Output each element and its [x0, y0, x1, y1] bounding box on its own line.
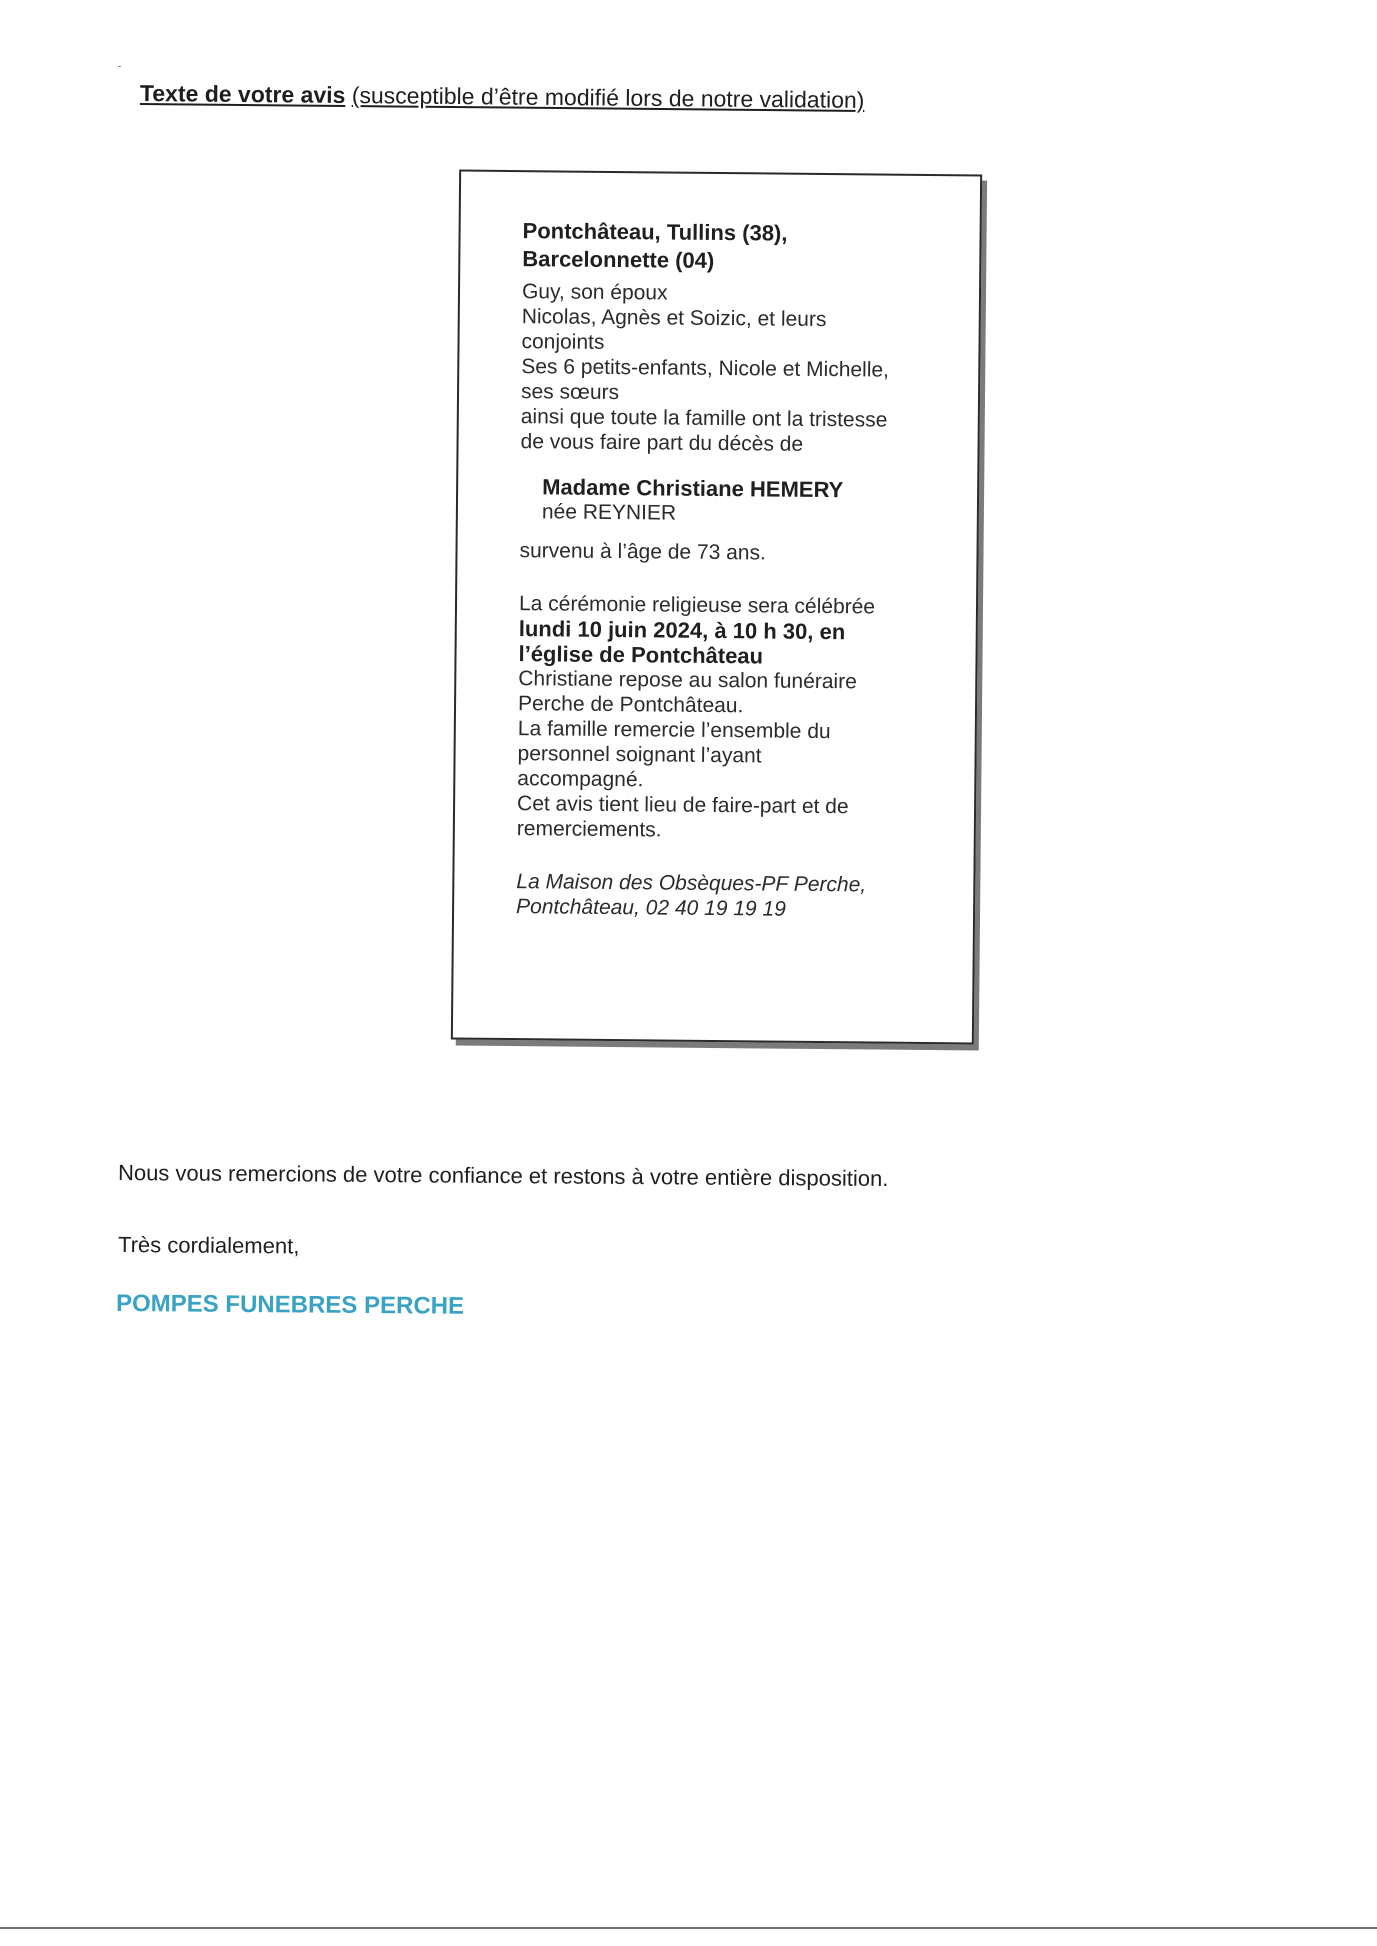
death-notice-content: [516, 217, 953, 923]
deceased-name: Madame Christiane HEMERY: [542, 474, 844, 503]
details-line: remerciements.: [516, 817, 662, 842]
maiden-name: née REYNIER: [541, 500, 677, 525]
age-line: survenu à l’âge de 73 ans.: [519, 539, 766, 565]
family-line: ainsi que toute la famille ont la tristesse: [520, 405, 888, 432]
family-line: conjoints: [521, 330, 605, 354]
deceased-block: [520, 474, 950, 528]
notice-signature: [516, 869, 946, 923]
family-announcement: [520, 279, 952, 458]
thanks-text: Nous vous remercions de votre confiance et restons à votre entière disposition.: [117, 1160, 889, 1192]
heading-note: (susceptible d’être modifié lors de notre validation): [351, 82, 865, 113]
details-line: Cet avis tient lieu de faire-part et de: [516, 792, 849, 819]
notice-places: [522, 217, 953, 277]
greeting-text: Très cordialement,: [117, 1232, 300, 1259]
family-line: Nicolas, Agnès et Soizic, et leurs: [521, 305, 827, 332]
family-line: ses sœurs: [520, 380, 620, 405]
death-notice-box: [451, 170, 982, 1045]
ceremony-date: lundi 10 juin 2024, à 10 h 30, en: [518, 616, 846, 645]
ceremony-block: [517, 591, 949, 845]
signature-line: Pontchâteau, 02 40 19 19 19: [516, 895, 786, 921]
family-line: de vous faire part du décès de: [520, 430, 804, 456]
notice-place-line: Barcelonnette (04): [522, 246, 715, 273]
scan-speck: [118, 66, 121, 67]
ceremony-intro: La cérémonie religieuse sera célébrée: [518, 592, 876, 619]
signature-line: La Maison des Obsèques-PF Perche,: [516, 870, 867, 897]
ceremony-place: l’église de Pontchâteau: [518, 641, 764, 669]
notice-place-line: Pontchâteau, Tullins (38),: [522, 218, 788, 246]
family-line: Guy, son époux: [521, 280, 668, 305]
details-line: personnel soignant l’ayant: [517, 742, 762, 768]
family-line: Ses 6 petits-enfants, Nicole et Michelle,: [521, 355, 890, 382]
details-line: Christiane repose au salon funéraire: [518, 667, 857, 694]
details-line: La famille remercie l’ensemble du: [517, 717, 831, 744]
notice-heading: [140, 80, 865, 114]
page-bottom-rule: [0, 1927, 1377, 1929]
heading-title: Texte de votre avis: [139, 80, 346, 108]
company-name: POMPES FUNEBRES PERCHE: [115, 1290, 465, 1320]
details-line: accompagné.: [517, 767, 644, 792]
details-line: Perche de Pontchâteau.: [517, 692, 744, 718]
